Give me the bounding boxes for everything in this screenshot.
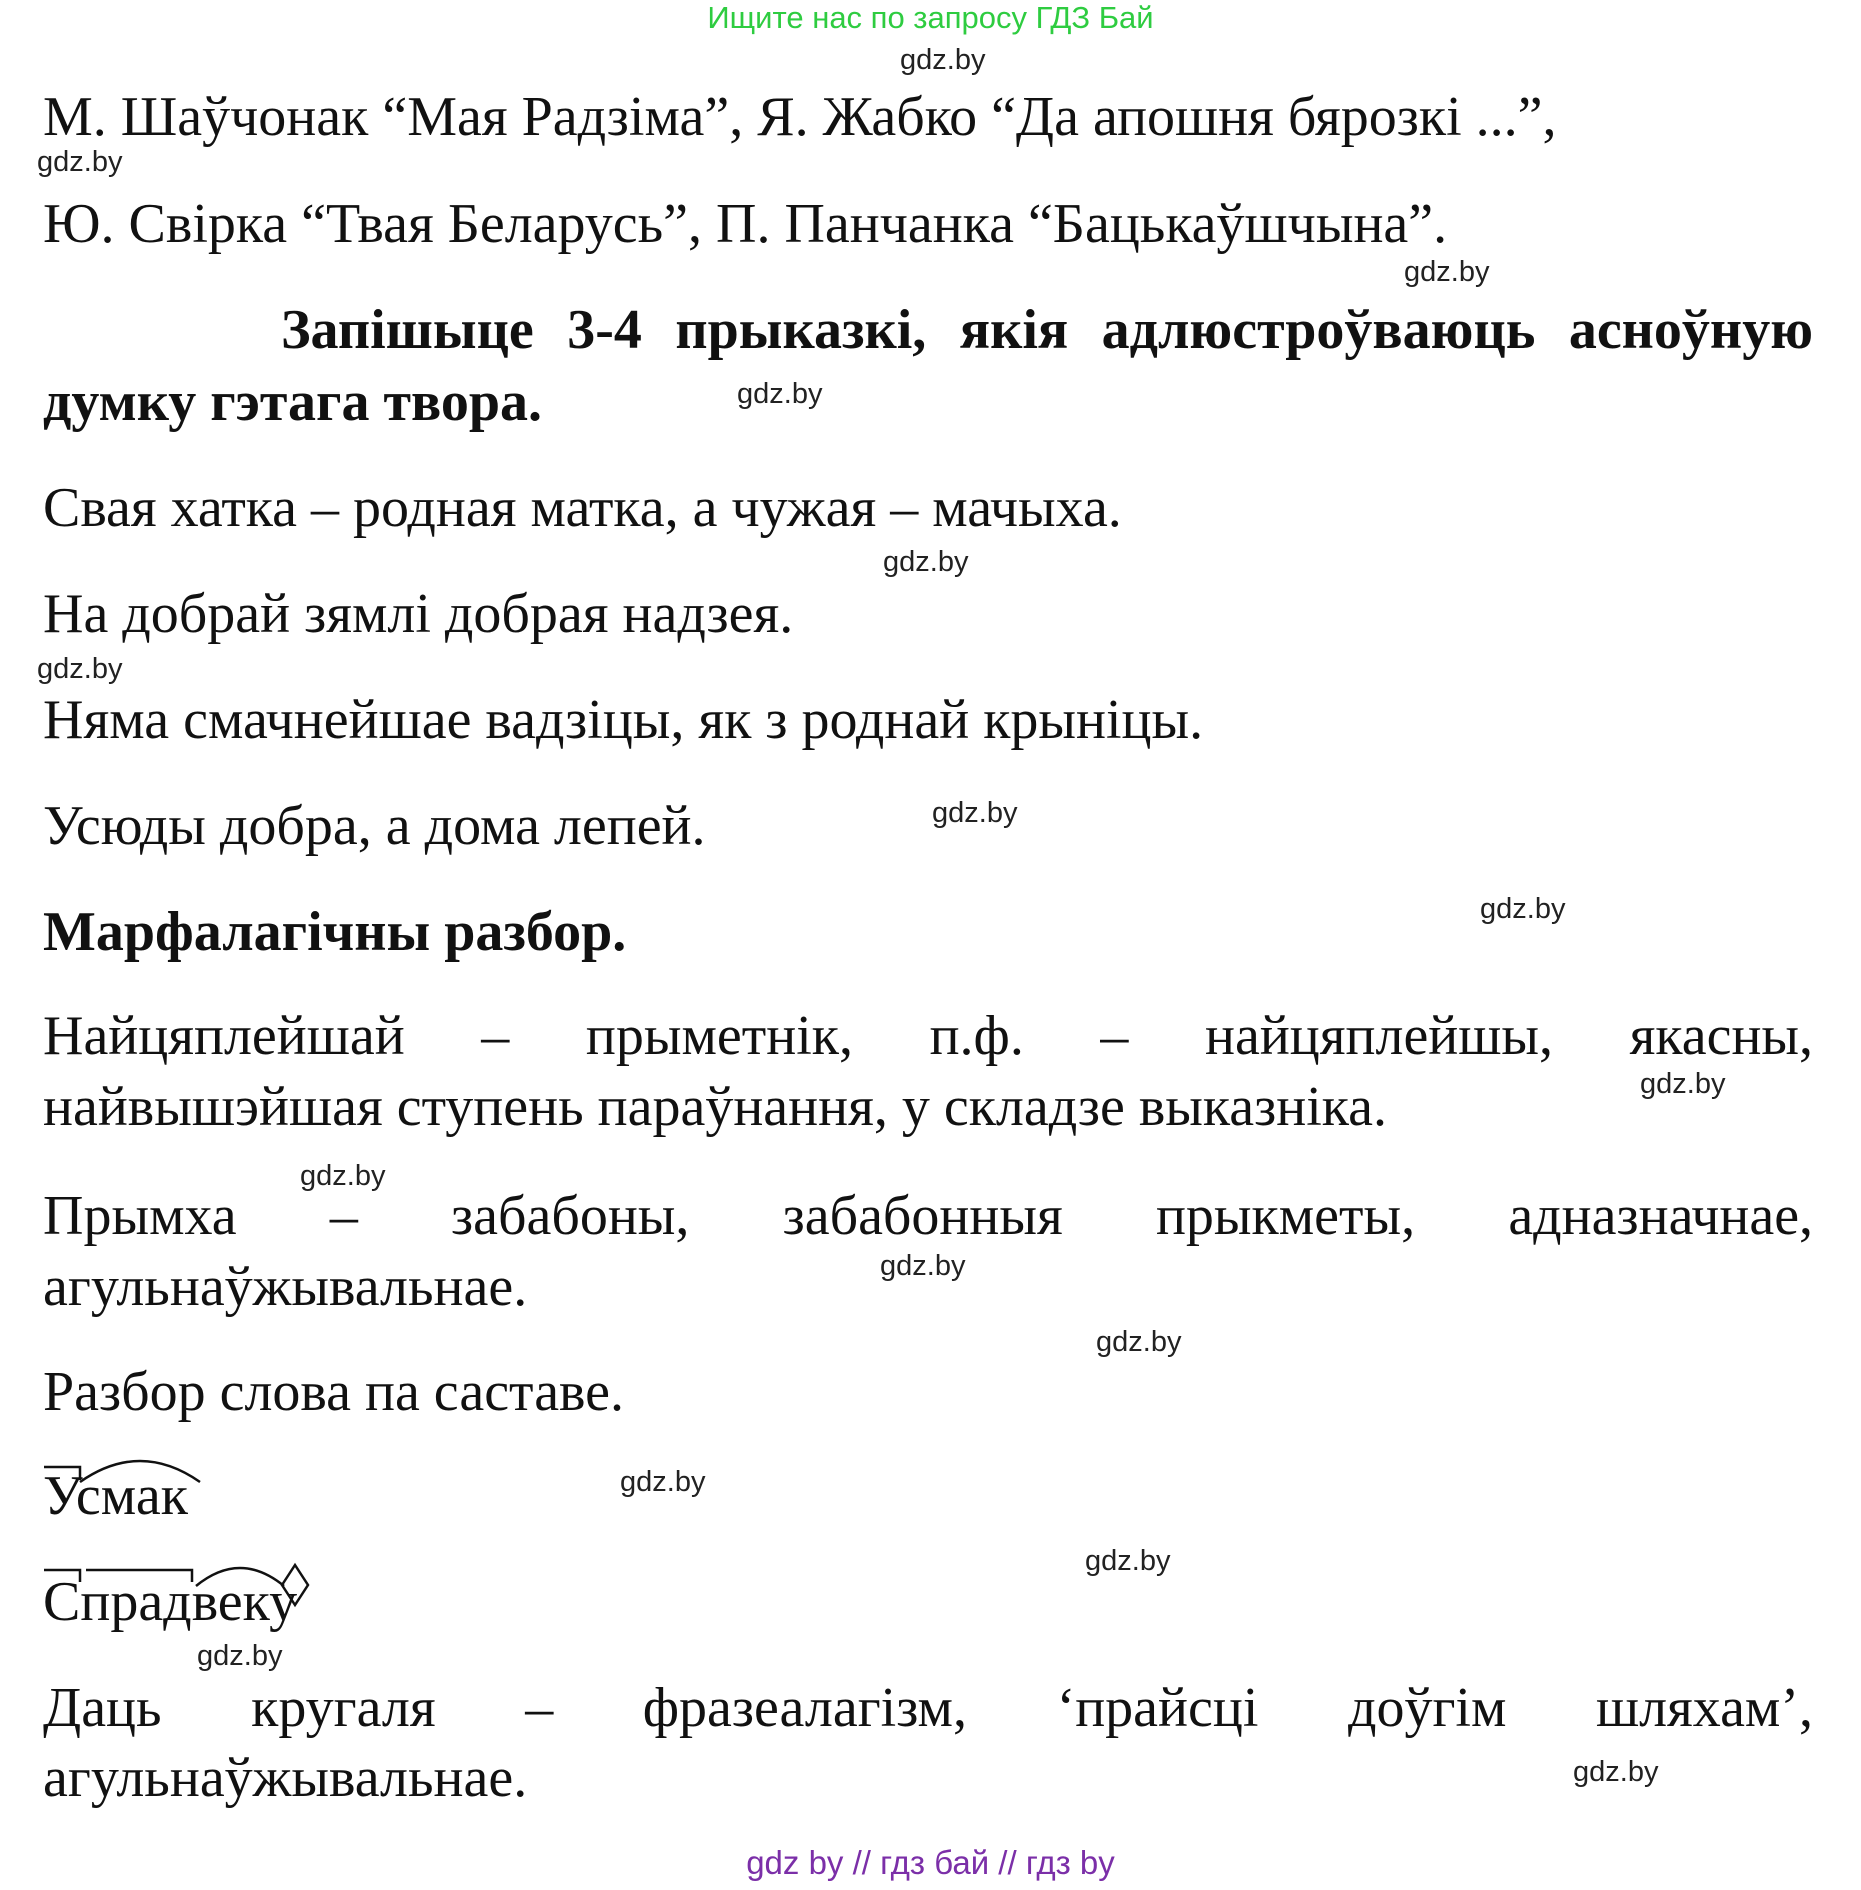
authors-line-1: М. Шаўчонак “Мая Радзіма”, Я. Жабко “Да апошня бярозкі ...”,: [43, 86, 1557, 148]
watermark: gdz.by: [932, 797, 1018, 829]
morph-line-1: Найцяплейшай – прыметнік, п.ф. – найцяплейшы, якасны,: [43, 1005, 1814, 1067]
proverb-3: Няма смачнейшае вадзіцы, як з роднай крыніцы.: [43, 689, 1204, 751]
phrase-line-1: Даць кругаля – фразеалагізм, ‘прайсці доўгім шляхам’,: [43, 1677, 1814, 1739]
watermark: gdz.by: [37, 146, 123, 178]
watermark: gdz.by: [1480, 893, 1566, 925]
watermark: gdz.by: [1096, 1326, 1182, 1358]
proverb-4: Усюды добра, а дома лепей.: [43, 795, 706, 857]
watermark: gdz.by: [880, 1250, 966, 1282]
watermark: gdz.by: [1640, 1068, 1726, 1100]
watermark: gdz.by: [300, 1160, 386, 1192]
watermark: gdz.by: [197, 1640, 283, 1672]
search-banner: Ищите нас по запросу ГДЗ Бай: [707, 0, 1154, 35]
proverb-1: Свая хатка – родная матка, а чужая – мачыха.: [43, 477, 1122, 539]
word-spradveku: [43, 1570, 297, 1634]
watermark: gdz.by: [1404, 256, 1490, 288]
word-usmak: [43, 1464, 188, 1528]
sostav-heading: Разбор слова па саставе.: [43, 1361, 625, 1423]
prefix: У: [43, 1465, 76, 1527]
watermark: gdz.by: [37, 653, 123, 685]
suffix: у: [269, 1571, 298, 1633]
watermark: gdz.by: [883, 546, 969, 578]
root: смак: [75, 1465, 188, 1527]
task-heading-cont: думку гэтага твора.: [43, 371, 542, 433]
proverb-2: На добрай зямлі добрая надзея.: [43, 583, 794, 645]
task-heading: Запішыце 3-4 прыказкі, якія адлюстроўваюць асноўную: [281, 299, 1813, 361]
footer-links[interactable]: gdz by // гдз бай // гдз by: [746, 1844, 1115, 1881]
prefix: С: [43, 1571, 81, 1633]
watermark: gdz.by: [1085, 1545, 1171, 1577]
phrase-line-2: агульнаўжывальнае.: [43, 1747, 528, 1809]
prefix: прад: [80, 1571, 192, 1633]
prymkha-line-2: агульнаўжывальнае.: [43, 1256, 528, 1318]
watermark: gdz.by: [900, 44, 986, 76]
root: век: [191, 1571, 270, 1633]
authors-line-2: Ю. Свірка “Твая Беларусь”, П. Панчанка “Бацькаўшчына”.: [43, 193, 1448, 255]
watermark: gdz.by: [737, 378, 823, 410]
watermark: gdz.by: [620, 1466, 706, 1498]
watermark: gdz.by: [1573, 1756, 1659, 1788]
morph-heading: Марфалагічны разбор.: [43, 901, 627, 963]
morph-line-2: найвышэйшая ступень параўнання, у складзе выказніка.: [43, 1076, 1387, 1138]
prymkha-line-1: Прымха – забабоны, забабонныя прыкметы, адназначнае,: [43, 1185, 1814, 1247]
